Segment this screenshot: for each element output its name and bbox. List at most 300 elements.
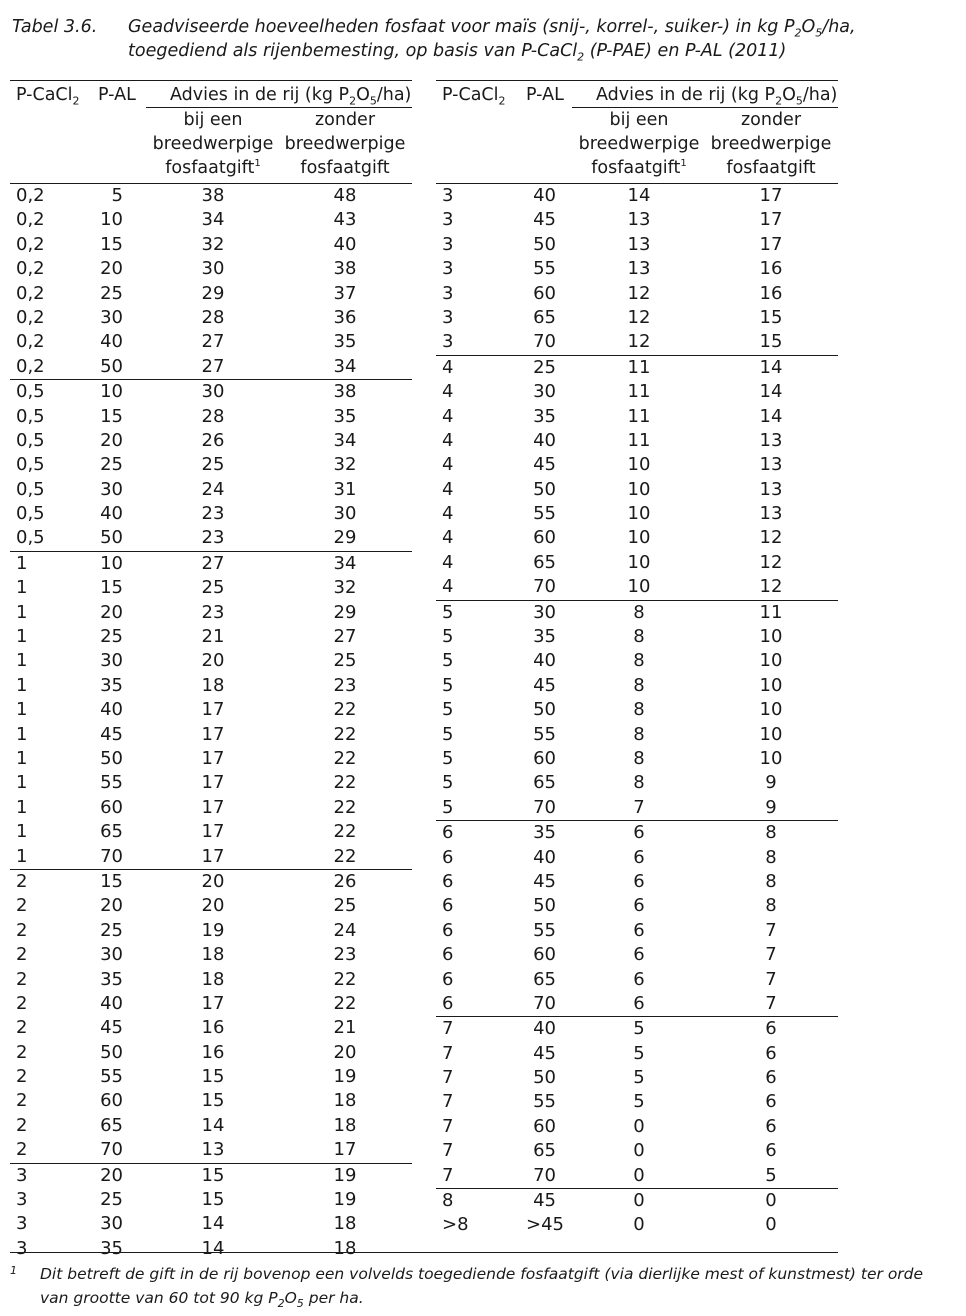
cell-pal: 45 xyxy=(533,1042,556,1064)
cell-with-broadcast: 20 xyxy=(201,650,225,672)
header-pcacl: P-CaCl$_2$ xyxy=(442,85,506,108)
cell-pcacl: 1 xyxy=(16,723,28,745)
cell-pal: 45 xyxy=(533,674,556,696)
cell-without-broadcast: 22 xyxy=(333,845,357,867)
cell-pcacl: 3 xyxy=(442,331,454,353)
cell-pcacl: 0,2 xyxy=(16,355,45,377)
table-row xyxy=(10,698,412,722)
cell-with-broadcast: 0 xyxy=(633,1190,645,1212)
cell-without-broadcast: 7 xyxy=(765,992,777,1014)
cell-without-broadcast: 32 xyxy=(333,454,357,476)
cell-with-broadcast: 0 xyxy=(633,1214,645,1236)
table-row xyxy=(10,747,412,771)
cell-with-broadcast: 19 xyxy=(201,919,225,941)
table-row xyxy=(10,478,412,502)
cell-without-broadcast: 38 xyxy=(333,258,357,280)
cell-pal: 20 xyxy=(100,601,123,623)
cell-pal: 70 xyxy=(533,1164,556,1186)
table-row xyxy=(10,233,412,257)
cell-pcacl: 3 xyxy=(442,258,454,280)
cell-with-broadcast: 12 xyxy=(627,306,651,328)
cell-without-broadcast: 38 xyxy=(333,381,357,403)
cell-pcacl: 1 xyxy=(16,772,28,794)
cell-pal: 20 xyxy=(100,429,123,451)
header-pcacl: P-CaCl$_2$ xyxy=(16,85,80,108)
cell-pal: 30 xyxy=(100,1213,123,1235)
table-row xyxy=(10,1138,412,1162)
cell-pcacl: 4 xyxy=(442,429,454,451)
cell-without-broadcast: 21 xyxy=(333,1017,357,1039)
cell-pal: 25 xyxy=(100,454,123,476)
cell-with-broadcast: 8 xyxy=(633,601,645,623)
table-row xyxy=(436,1188,838,1213)
table-row xyxy=(436,796,838,820)
cell-without-broadcast: 19 xyxy=(333,1189,357,1211)
table-row xyxy=(436,502,838,526)
cell-without-broadcast: 10 xyxy=(759,626,783,648)
table-row xyxy=(436,820,838,845)
cell-without-broadcast: 25 xyxy=(333,895,357,917)
cell-pal: 40 xyxy=(533,846,556,868)
cell-without-broadcast: 19 xyxy=(333,1066,357,1088)
table-row xyxy=(436,184,838,208)
cell-pcacl: 2 xyxy=(16,1066,28,1088)
table-row xyxy=(436,575,838,599)
table-row xyxy=(436,674,838,698)
cell-with-broadcast: 27 xyxy=(201,355,225,377)
cell-pal: 50 xyxy=(533,478,556,500)
cell-without-broadcast: 29 xyxy=(333,601,357,623)
cell-pcacl: 3 xyxy=(16,1213,28,1235)
cell-pal: 40 xyxy=(533,650,556,672)
cell-without-broadcast: 14 xyxy=(759,356,783,378)
cell-without-broadcast: 5 xyxy=(765,1164,777,1186)
cell-pal: 65 xyxy=(533,968,556,990)
cell-pal: 55 xyxy=(533,919,556,941)
cell-without-broadcast: 25 xyxy=(333,650,357,672)
cell-pcacl: 4 xyxy=(442,381,454,403)
cell-with-broadcast: 15 xyxy=(201,1164,225,1186)
cell-pcacl: 1 xyxy=(16,845,28,867)
cell-without-broadcast: 36 xyxy=(333,306,357,328)
cell-pal: 25 xyxy=(100,919,123,941)
cell-without-broadcast: 34 xyxy=(333,552,357,574)
cell-pal: 25 xyxy=(100,626,123,648)
cell-without-broadcast: 37 xyxy=(333,282,357,304)
cell-pcacl: 2 xyxy=(16,1017,28,1039)
cell-pcacl: 0,5 xyxy=(16,478,45,500)
cell-without-broadcast: 8 xyxy=(765,846,777,868)
cell-with-broadcast: 14 xyxy=(627,185,651,206)
table-row xyxy=(436,1090,838,1114)
cell-pal: 40 xyxy=(100,503,123,525)
cell-pal: 60 xyxy=(100,796,123,818)
table-row xyxy=(436,968,838,992)
cell-without-broadcast: 0 xyxy=(765,1190,777,1212)
table-row xyxy=(436,625,838,649)
cell-with-broadcast: 27 xyxy=(201,331,225,353)
cell-pcacl: 7 xyxy=(442,1140,454,1162)
table-row xyxy=(436,1164,838,1188)
left-table xyxy=(10,80,412,1261)
cell-with-broadcast: 25 xyxy=(201,454,225,476)
cell-with-broadcast: 15 xyxy=(201,1090,225,1112)
cell-without-broadcast: 18 xyxy=(333,1114,357,1136)
table-row xyxy=(10,502,412,526)
table-row xyxy=(436,1115,838,1139)
table-row xyxy=(436,1016,838,1041)
cell-with-broadcast: 8 xyxy=(633,747,645,769)
cell-pcacl: 6 xyxy=(442,895,454,917)
cell-without-broadcast: 34 xyxy=(333,429,357,451)
cell-without-broadcast: 40 xyxy=(333,233,357,255)
table-row xyxy=(10,282,412,306)
footnote-marker: 1 xyxy=(10,1264,17,1277)
cell-pal: 40 xyxy=(533,1018,556,1040)
cell-pal: 50 xyxy=(100,1041,123,1063)
table-row xyxy=(10,1041,412,1065)
cell-pcacl: 7 xyxy=(442,1091,454,1113)
cell-without-broadcast: 8 xyxy=(765,895,777,917)
cell-pcacl: 6 xyxy=(442,846,454,868)
cell-pcacl: 4 xyxy=(442,454,454,476)
table-row xyxy=(10,771,412,795)
cell-without-broadcast: 12 xyxy=(759,576,783,598)
cell-pcacl: 2 xyxy=(16,1114,28,1136)
header-advies: Advies in de rij (kg $P_2O_5/ha$) xyxy=(596,85,838,108)
cell-pcacl: 5 xyxy=(442,699,454,721)
table-row xyxy=(436,478,838,502)
cell-without-broadcast: 6 xyxy=(765,1042,777,1064)
cell-without-broadcast: 13 xyxy=(759,429,783,451)
cell-without-broadcast: 22 xyxy=(333,796,357,818)
cell-without-broadcast: 20 xyxy=(333,1041,357,1063)
cell-with-broadcast: 23 xyxy=(201,601,225,623)
cell-without-broadcast: 12 xyxy=(759,527,783,549)
table-row xyxy=(10,429,412,453)
cell-with-broadcast: 8 xyxy=(633,699,645,721)
cell-pal: 50 xyxy=(533,699,556,721)
cell-pal: 50 xyxy=(533,1067,556,1089)
cell-pal: 40 xyxy=(100,699,123,721)
table-row xyxy=(436,282,838,306)
cell-without-broadcast: 22 xyxy=(333,723,357,745)
cell-without-broadcast: 48 xyxy=(333,185,357,206)
cell-without-broadcast: 10 xyxy=(759,723,783,745)
cell-without-broadcast: 26 xyxy=(333,870,357,892)
cell-without-broadcast: 22 xyxy=(333,772,357,794)
cell-with-broadcast: 14 xyxy=(201,1237,225,1259)
cell-pcacl: 4 xyxy=(442,527,454,549)
cell-pal: 15 xyxy=(100,870,123,892)
table-row xyxy=(436,405,838,429)
cell-with-broadcast: 24 xyxy=(201,478,225,500)
cell-pal: 65 xyxy=(100,821,123,843)
cell-with-broadcast: 17 xyxy=(201,699,225,721)
table-row xyxy=(10,551,412,576)
cell-with-broadcast: 16 xyxy=(201,1041,225,1063)
cell-pcacl: 6 xyxy=(442,919,454,941)
cell-pcacl: 2 xyxy=(16,1041,28,1063)
cell-pcacl: 2 xyxy=(16,870,28,892)
cell-pal: 45 xyxy=(100,1017,123,1039)
cell-pal: 55 xyxy=(100,1066,123,1088)
cell-pal: 45 xyxy=(533,454,556,476)
cell-with-broadcast: 15 xyxy=(201,1189,225,1211)
cell-without-broadcast: 7 xyxy=(765,944,777,966)
table-row xyxy=(436,698,838,722)
table-row xyxy=(436,453,838,477)
cell-pcacl: 0,5 xyxy=(16,503,45,525)
header-without-broadcast: zonder breedwerpige fosfaatgift xyxy=(284,110,406,178)
cell-without-broadcast: 35 xyxy=(333,331,357,353)
table-row xyxy=(10,845,412,869)
cell-pal: 55 xyxy=(533,503,556,525)
cell-pcacl: 7 xyxy=(442,1164,454,1186)
cell-pcacl: 7 xyxy=(442,1067,454,1089)
cell-with-broadcast: 8 xyxy=(633,723,645,745)
cell-without-broadcast: 22 xyxy=(333,992,357,1014)
table-row xyxy=(10,674,412,698)
cell-pal: 10 xyxy=(100,552,123,574)
cell-without-broadcast: 10 xyxy=(759,699,783,721)
cell-with-broadcast: 34 xyxy=(201,209,225,231)
cell-without-broadcast: 18 xyxy=(333,1090,357,1112)
cell-with-broadcast: 17 xyxy=(201,845,225,867)
cell-with-broadcast: 5 xyxy=(633,1042,645,1064)
cell-without-broadcast: 18 xyxy=(333,1213,357,1235)
table-row xyxy=(10,355,412,379)
cell-with-broadcast: 27 xyxy=(201,552,225,574)
cell-without-broadcast: 8 xyxy=(765,870,777,892)
cell-with-broadcast: 32 xyxy=(201,233,225,255)
cell-with-broadcast: 6 xyxy=(633,822,645,844)
table-row xyxy=(10,1163,412,1188)
cell-pcacl: 4 xyxy=(442,503,454,525)
table-body xyxy=(436,184,838,1238)
table-row xyxy=(436,943,838,967)
cell-with-broadcast: 29 xyxy=(201,282,225,304)
cell-pal: 40 xyxy=(100,331,123,353)
cell-with-broadcast: 30 xyxy=(201,258,225,280)
cell-pal: 60 xyxy=(100,1090,123,1112)
table-row xyxy=(436,870,838,894)
header-pal: P-AL xyxy=(526,85,564,105)
cell-without-broadcast: 14 xyxy=(759,381,783,403)
cell-pal: 25 xyxy=(533,356,556,378)
cell-pcacl: 3 xyxy=(16,1189,28,1211)
cell-pcacl: 2 xyxy=(16,944,28,966)
cell-pal: 35 xyxy=(533,626,556,648)
cell-pcacl: 4 xyxy=(442,356,454,378)
cell-with-broadcast: 8 xyxy=(633,626,645,648)
cell-without-broadcast: 14 xyxy=(759,405,783,427)
cell-without-broadcast: 16 xyxy=(759,282,783,304)
cell-with-broadcast: 13 xyxy=(201,1139,225,1161)
cell-pal: 65 xyxy=(533,1140,556,1162)
table-row xyxy=(436,992,838,1016)
table-row xyxy=(10,576,412,600)
cell-without-broadcast: 18 xyxy=(333,1237,357,1259)
cell-pal: 30 xyxy=(533,601,556,623)
table-row xyxy=(10,208,412,232)
cell-pal: 25 xyxy=(100,1189,123,1211)
cell-with-broadcast: 11 xyxy=(627,381,651,403)
cell-pcacl: 0,2 xyxy=(16,209,45,231)
table-row xyxy=(10,723,412,747)
cell-without-broadcast: 31 xyxy=(333,478,357,500)
cell-pcacl: 7 xyxy=(442,1115,454,1137)
cell-with-broadcast: 8 xyxy=(633,650,645,672)
cell-pcacl: 3 xyxy=(442,185,454,206)
cell-pal: 25 xyxy=(100,282,123,304)
table-row xyxy=(10,968,412,992)
cell-pal: 65 xyxy=(533,306,556,328)
cell-pcacl: 2 xyxy=(16,895,28,917)
table-row xyxy=(10,330,412,354)
cell-with-broadcast: 6 xyxy=(633,895,645,917)
cell-pcacl: 1 xyxy=(16,821,28,843)
table-row xyxy=(10,1065,412,1089)
cell-without-broadcast: 19 xyxy=(333,1164,357,1186)
cell-without-broadcast: 27 xyxy=(333,626,357,648)
cell-pcacl: 2 xyxy=(16,968,28,990)
cell-with-broadcast: 7 xyxy=(633,796,645,818)
cell-without-broadcast: 24 xyxy=(333,919,357,941)
table-row xyxy=(436,1213,838,1237)
cell-pal: 65 xyxy=(533,551,556,573)
cell-pcacl: 1 xyxy=(16,601,28,623)
cell-with-broadcast: 11 xyxy=(627,356,651,378)
table-row xyxy=(436,600,838,625)
cell-with-broadcast: 18 xyxy=(201,944,225,966)
cell-without-broadcast: 7 xyxy=(765,919,777,941)
table-row xyxy=(436,330,838,354)
cell-without-broadcast: 13 xyxy=(759,503,783,525)
cell-with-broadcast: 20 xyxy=(201,895,225,917)
cell-with-broadcast: 16 xyxy=(201,1017,225,1039)
cell-pcacl: 0,5 xyxy=(16,429,45,451)
header-advies: Advies in de rij (kg $P_2O_5/ha$) xyxy=(170,85,412,108)
cell-pcacl: 5 xyxy=(442,674,454,696)
cell-pal: 35 xyxy=(100,674,123,696)
cell-pcacl: 7 xyxy=(442,1042,454,1064)
cell-pal: 30 xyxy=(100,650,123,672)
table-bottom-rule xyxy=(10,1252,838,1253)
cell-pcacl: 2 xyxy=(16,992,28,1014)
cell-pcacl: 1 xyxy=(16,626,28,648)
cell-pal: 60 xyxy=(533,747,556,769)
cell-without-broadcast: 7 xyxy=(765,968,777,990)
cell-with-broadcast: 13 xyxy=(627,209,651,231)
cell-pal: 50 xyxy=(100,355,123,377)
cell-pal: 50 xyxy=(533,895,556,917)
cell-pal: 35 xyxy=(533,822,556,844)
cell-pcacl: 1 xyxy=(16,747,28,769)
cell-with-broadcast: 10 xyxy=(627,503,651,525)
cell-without-broadcast: 16 xyxy=(759,258,783,280)
cell-without-broadcast: 22 xyxy=(333,968,357,990)
cell-pcacl: 2 xyxy=(16,919,28,941)
table-row xyxy=(436,233,838,257)
cell-without-broadcast: 10 xyxy=(759,674,783,696)
cell-with-broadcast: 23 xyxy=(201,527,225,549)
table-row xyxy=(436,771,838,795)
cell-without-broadcast: 22 xyxy=(333,747,357,769)
cell-with-broadcast: 6 xyxy=(633,919,645,941)
table-row xyxy=(436,894,838,918)
cell-pal: 45 xyxy=(533,1190,556,1212)
table-row xyxy=(436,747,838,771)
cell-with-broadcast: 30 xyxy=(201,381,225,403)
cell-pal: 55 xyxy=(100,772,123,794)
header-with-broadcast: bij een breedwerpige fosfaatgift$^1$ xyxy=(578,110,700,178)
table-header xyxy=(10,81,412,184)
cell-without-broadcast: 10 xyxy=(759,650,783,672)
cell-pal: 30 xyxy=(533,381,556,403)
cell-pal: 60 xyxy=(533,527,556,549)
table-row xyxy=(436,649,838,673)
cell-without-broadcast: 6 xyxy=(765,1115,777,1137)
table-row xyxy=(436,526,838,550)
cell-with-broadcast: 17 xyxy=(201,821,225,843)
cell-pcacl: 1 xyxy=(16,650,28,672)
cell-pal: 35 xyxy=(100,1237,123,1259)
cell-pcacl: 0,2 xyxy=(16,185,45,206)
cell-pal: 10 xyxy=(100,209,123,231)
cell-with-broadcast: 6 xyxy=(633,992,645,1014)
cell-pcacl: 3 xyxy=(16,1164,28,1186)
cell-pcacl: 5 xyxy=(442,772,454,794)
cell-with-broadcast: 14 xyxy=(201,1213,225,1235)
table-row xyxy=(10,453,412,477)
cell-pal: 70 xyxy=(533,992,556,1014)
table-row xyxy=(10,943,412,967)
cell-without-broadcast: 0 xyxy=(765,1214,777,1236)
table-row xyxy=(10,257,412,281)
cell-pal: 40 xyxy=(100,992,123,1014)
cell-pcacl: 0,2 xyxy=(16,282,45,304)
cell-with-broadcast: 0 xyxy=(633,1140,645,1162)
cell-with-broadcast: 12 xyxy=(627,331,651,353)
table-row xyxy=(436,257,838,281)
cell-without-broadcast: 30 xyxy=(333,503,357,525)
cell-without-broadcast: 13 xyxy=(759,478,783,500)
table-row xyxy=(436,429,838,453)
cell-pcacl: 6 xyxy=(442,870,454,892)
cell-pal: 20 xyxy=(100,258,123,280)
cell-pcacl: 3 xyxy=(442,282,454,304)
table-row xyxy=(10,894,412,918)
cell-pal: 45 xyxy=(533,209,556,231)
cell-pal: 10 xyxy=(100,381,123,403)
cell-without-broadcast: 17 xyxy=(333,1139,357,1161)
cell-pal: 60 xyxy=(533,1115,556,1137)
cell-without-broadcast: 17 xyxy=(759,185,783,206)
table-row xyxy=(436,551,838,575)
cell-with-broadcast: 13 xyxy=(627,258,651,280)
cell-pal: 20 xyxy=(100,1164,123,1186)
table-row xyxy=(10,919,412,943)
cell-pcacl: 3 xyxy=(16,1237,28,1259)
cell-pcacl: 0,5 xyxy=(16,527,45,549)
cell-pcacl: 4 xyxy=(442,405,454,427)
cell-pcacl: 5 xyxy=(442,601,454,623)
cell-pcacl: 0,2 xyxy=(16,306,45,328)
table-row xyxy=(436,380,838,404)
table-row xyxy=(436,1139,838,1163)
cell-with-broadcast: 17 xyxy=(201,796,225,818)
